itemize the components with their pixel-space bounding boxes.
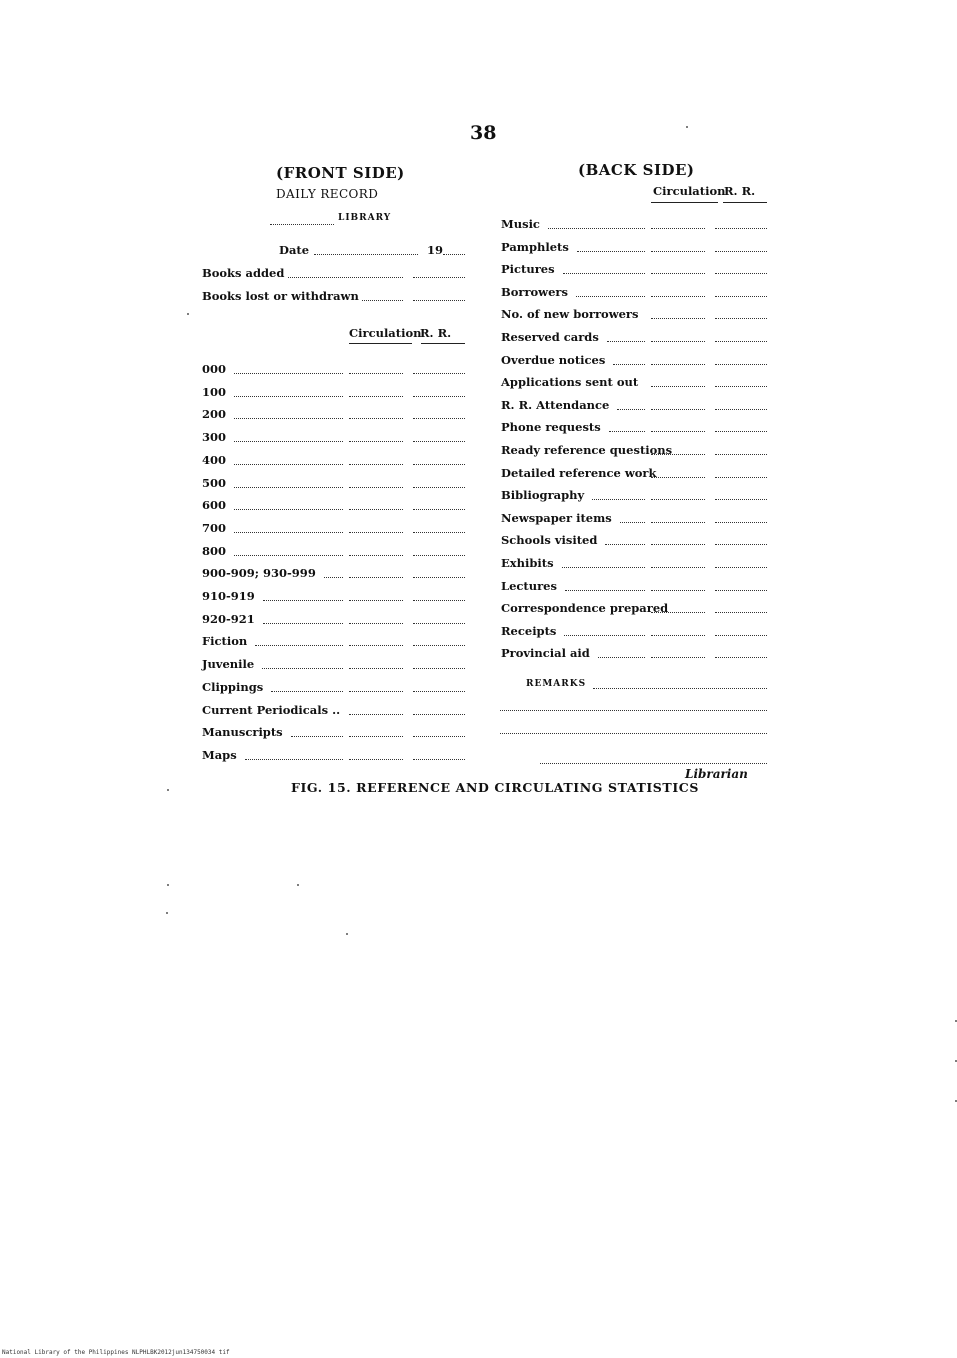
front-row-leader (234, 441, 343, 442)
back-row-label: Overdue notices (501, 353, 606, 367)
front-row-label: 400 (202, 453, 227, 467)
front-col-circulation: Circulation (349, 326, 422, 340)
back-row-rr-blank (715, 522, 767, 523)
back-row-label: Phone requests (501, 420, 601, 434)
front-row-rr-blank (413, 532, 465, 533)
back-side-title: (BACK SIDE) (578, 161, 695, 179)
front-row-rr-blank (413, 509, 465, 510)
back-row-leader (577, 251, 645, 252)
back-row-label: Ready reference questions (501, 443, 673, 457)
back-row-label: Pamphlets (501, 240, 569, 254)
front-row-leader (234, 418, 343, 419)
front-row-label: Clippings (202, 680, 264, 694)
date-label: Date (279, 243, 310, 257)
front-row-leader (255, 645, 343, 646)
back-row-rr-blank (715, 296, 767, 297)
back-row-rr-blank (715, 567, 767, 568)
front-row-circulation-blank (349, 418, 403, 419)
front-row-label: 500 (202, 476, 227, 490)
back-col-rr: R. R. (724, 184, 756, 198)
back-row-rr-blank (715, 499, 767, 500)
back-row-circulation-blank (651, 544, 705, 545)
front-row-rr-blank (413, 577, 465, 578)
back-row-leader (605, 544, 645, 545)
remarks-label: REMARKS (526, 679, 587, 689)
front-side-title: (FRONT SIDE) (276, 164, 405, 182)
front-row-circulation-blank (349, 736, 403, 737)
back-row-label: Newspaper items (501, 511, 612, 525)
front-row-label: 900-909; 930-999 (202, 566, 316, 580)
front-row-leader (234, 532, 343, 533)
back-col-rr-underline (723, 202, 767, 203)
front-row-leader (245, 759, 343, 760)
back-row-leader (609, 431, 645, 432)
front-row-circulation-blank (349, 555, 403, 556)
back-row-circulation-blank (651, 296, 705, 297)
back-row-label: Borrowers (501, 285, 568, 299)
books-added-label: Books added (202, 266, 285, 280)
page-number: 38 (470, 122, 497, 144)
front-row-leader (234, 487, 343, 488)
front-row-label: 000 (202, 362, 227, 376)
back-row-circulation-blank (651, 477, 705, 478)
back-row-circulation-blank (651, 364, 705, 365)
back-row-leader (564, 635, 645, 636)
front-row-label: 600 (202, 498, 227, 512)
back-row-rr-blank (715, 341, 767, 342)
back-row-circulation-blank (651, 567, 705, 568)
front-row-circulation-blank (349, 373, 403, 374)
front-row-circulation-blank (349, 714, 403, 715)
front-row-rr-blank (413, 396, 465, 397)
back-row-rr-blank (715, 431, 767, 432)
back-row-label: Lectures (501, 579, 557, 593)
front-row-rr-blank (413, 714, 465, 715)
back-row-leader (592, 499, 645, 500)
back-row-rr-blank (715, 590, 767, 591)
back-row-circulation-blank (651, 590, 705, 591)
front-row-rr-blank (413, 487, 465, 488)
back-row-rr-blank (715, 273, 767, 274)
back-row-rr-blank (715, 612, 767, 613)
back-row-rr-blank (715, 477, 767, 478)
front-row-label: Juvenile (202, 657, 255, 671)
back-row-rr-blank (715, 251, 767, 252)
scan-speck (167, 884, 169, 886)
back-row-rr-blank (715, 544, 767, 545)
back-row-circulation-blank (651, 228, 705, 229)
back-row-label: Exhibits (501, 556, 554, 570)
back-row-rr-blank (715, 318, 767, 319)
front-col-rr: R. R. (420, 326, 452, 340)
back-row-circulation-blank (651, 409, 705, 410)
front-row-leader (324, 577, 343, 578)
front-row-leader (291, 736, 343, 737)
date-blank (314, 254, 418, 255)
books-added-rr-blank (413, 277, 465, 278)
figure-caption: FIG. 15. REFERENCE AND CIRCULATING STATISTICS (291, 780, 699, 795)
back-row-label: Receipts (501, 624, 557, 638)
front-row-label: 300 (202, 430, 227, 444)
front-row-circulation-blank (349, 759, 403, 760)
front-row-circulation-blank (349, 623, 403, 624)
back-row-circulation-blank (651, 635, 705, 636)
scan-footer: National Library of the Philippines NLPHLBK2012jun134750034 tif (2, 1349, 230, 1356)
front-row-leader (271, 691, 343, 692)
remarks-line-3 (500, 733, 767, 734)
back-col-circulation-underline (651, 202, 718, 203)
back-row-leader (563, 273, 645, 274)
front-row-circulation-blank (349, 600, 403, 601)
front-row-label: 100 (202, 385, 227, 399)
front-col-circulation-underline (349, 343, 412, 344)
front-col-rr-underline (421, 343, 465, 344)
back-row-circulation-blank (651, 431, 705, 432)
back-row-circulation-blank (651, 454, 705, 455)
back-row-circulation-blank (651, 386, 705, 387)
back-row-rr-blank (715, 386, 767, 387)
scan-speck (686, 126, 688, 128)
front-row-circulation-blank (349, 441, 403, 442)
back-row-label: Schools visited (501, 533, 598, 547)
daily-record-subtitle: DAILY RECORD (276, 187, 379, 201)
back-row-circulation-blank (651, 499, 705, 500)
front-row-rr-blank (413, 373, 465, 374)
front-row-label: 910-919 (202, 589, 255, 603)
front-row-leader (234, 555, 343, 556)
front-row-rr-blank (413, 623, 465, 624)
books-added-blank (288, 277, 403, 278)
books-lost-rr-blank (413, 300, 465, 301)
back-row-leader (548, 228, 645, 229)
front-row-circulation-blank (349, 396, 403, 397)
date-year-blank (443, 254, 465, 255)
front-row-circulation-blank (349, 509, 403, 510)
back-row-label: Reserved cards (501, 330, 599, 344)
back-row-leader (562, 567, 645, 568)
back-row-label: No. of new borrowers (501, 307, 639, 321)
front-row-leader (263, 600, 343, 601)
back-row-circulation-blank (651, 273, 705, 274)
back-row-circulation-blank (651, 612, 705, 613)
back-row-leader (620, 522, 645, 523)
front-row-circulation-blank (349, 487, 403, 488)
back-row-rr-blank (715, 228, 767, 229)
back-row-leader (598, 657, 645, 658)
front-row-rr-blank (413, 600, 465, 601)
scan-speck (187, 313, 189, 315)
scan-speck (346, 933, 348, 935)
back-row-circulation-blank (651, 318, 705, 319)
back-row-rr-blank (715, 635, 767, 636)
librarian-signature-line (540, 763, 767, 764)
remarks-line-2 (500, 710, 767, 711)
front-row-label: 200 (202, 407, 227, 421)
front-row-label: 800 (202, 544, 227, 558)
front-row-rr-blank (413, 736, 465, 737)
front-row-rr-blank (413, 418, 465, 419)
front-row-label: Manuscripts (202, 725, 283, 739)
back-row-label: Detailed reference work (501, 466, 657, 480)
back-row-label: Music (501, 217, 540, 231)
back-row-rr-blank (715, 364, 767, 365)
front-row-label: Fiction (202, 634, 248, 648)
front-row-leader (234, 396, 343, 397)
front-row-rr-blank (413, 555, 465, 556)
front-row-circulation-blank (349, 532, 403, 533)
back-row-rr-blank (715, 454, 767, 455)
books-lost-label: Books lost or withdrawn (202, 289, 359, 303)
back-row-label: R. R. Attendance (501, 398, 610, 412)
front-row-rr-blank (413, 645, 465, 646)
front-row-circulation-blank (349, 645, 403, 646)
back-row-leader (565, 590, 645, 591)
back-row-label: Pictures (501, 262, 555, 276)
front-row-leader (263, 623, 343, 624)
front-row-leader (234, 464, 343, 465)
back-row-circulation-blank (651, 657, 705, 658)
front-row-rr-blank (413, 668, 465, 669)
back-row-label: Applications sent out (501, 375, 639, 389)
books-lost-blank (362, 300, 403, 301)
front-row-label: Maps (202, 748, 237, 762)
back-row-leader (607, 341, 645, 342)
front-row-rr-blank (413, 441, 465, 442)
front-row-label: 920-921 (202, 612, 255, 626)
back-row-label: Bibliography (501, 488, 585, 502)
back-row-circulation-blank (651, 522, 705, 523)
scan-speck (167, 789, 169, 791)
front-row-leader (234, 509, 343, 510)
back-row-rr-blank (715, 409, 767, 410)
front-row-circulation-blank (349, 464, 403, 465)
front-row-rr-blank (413, 464, 465, 465)
back-row-label: Correspondence prepared (501, 601, 669, 615)
back-row-circulation-blank (651, 341, 705, 342)
librarian-label: Librarian (685, 767, 748, 781)
back-row-label: Provincial aid (501, 646, 590, 660)
front-row-leader (234, 373, 343, 374)
back-row-leader (617, 409, 645, 410)
front-row-circulation-blank (349, 691, 403, 692)
library-blank (270, 224, 334, 225)
front-row-label: Current Periodicals .. (202, 703, 341, 717)
front-row-leader (262, 668, 343, 669)
front-row-circulation-blank (349, 668, 403, 669)
back-col-circulation: Circulation (653, 184, 726, 198)
scan-speck (297, 884, 299, 886)
front-row-rr-blank (413, 759, 465, 760)
back-row-leader (576, 296, 645, 297)
remarks-line-1 (593, 688, 767, 689)
back-row-leader (613, 364, 645, 365)
scan-speck (166, 912, 168, 914)
front-row-rr-blank (413, 691, 465, 692)
front-row-circulation-blank (349, 577, 403, 578)
back-row-circulation-blank (651, 251, 705, 252)
date-year: 19 (427, 243, 444, 257)
library-label: LIBRARY (338, 213, 392, 223)
front-row-label: 700 (202, 521, 227, 535)
back-row-rr-blank (715, 657, 767, 658)
